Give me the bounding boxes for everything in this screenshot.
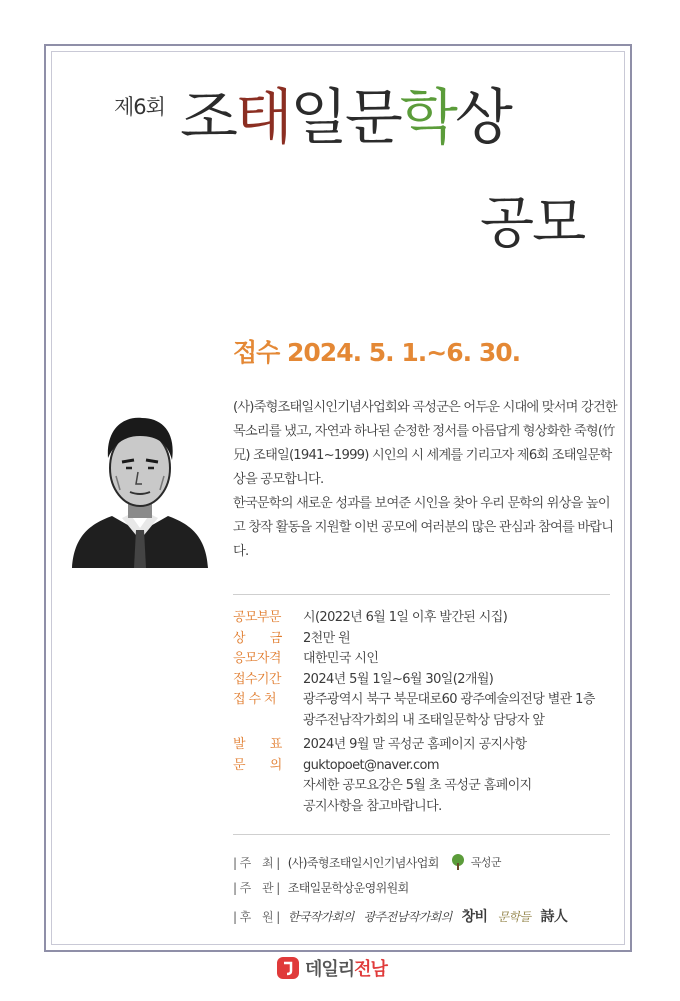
info-list [233, 608, 623, 817]
info-label: 접수기간 [233, 671, 281, 687]
organizer-org: 조태일문학상운영위원회 [287, 881, 409, 895]
host-row [233, 853, 501, 871]
sponsor-logo-1: 한국작가회의 [287, 909, 354, 924]
title-char: 상 [454, 83, 510, 153]
edition-label: 제6회 [114, 95, 165, 119]
contact-email[interactable]: guktopoet@naver.com [303, 757, 439, 773]
sponsor-logo-4: 문학들 [497, 909, 531, 924]
host-org: (사)죽형조태일시인기념사업회 [287, 855, 439, 870]
award-subtitle: 공모 [480, 191, 585, 256]
title-char: 조 [180, 83, 235, 153]
title-char: 일 [289, 83, 345, 153]
info-row [233, 670, 623, 691]
sponsor-label: | 후 원 | [233, 909, 280, 924]
title-char: 학 [399, 83, 455, 153]
info-row [233, 629, 623, 650]
intro-paragraph: 한국문학의 새로운 성과를 보여준 시인을 찾아 우리 문학의 위상을 높이고 창작 활동을 지원할 이번 공모에 여러분의 많은 관심과 참여를 바랍니다. [233, 496, 614, 559]
organizer-label: | 주 관 | [233, 881, 280, 895]
sponsor-logo-5: 詩人 [540, 909, 568, 925]
info-line: 광주전남작가회의 내 조태일문학상 담당자 앞 [303, 712, 545, 728]
info-label: 상 금 [233, 630, 282, 646]
info-label: 문 의 [233, 757, 282, 773]
info-row [233, 756, 623, 818]
info-value [303, 735, 623, 756]
info-value [303, 608, 623, 629]
sponsor-row [233, 906, 577, 926]
organizer-row [233, 879, 409, 896]
divider [233, 594, 610, 595]
submission-period: 접수 2024. 5. 1.~6. 30. [233, 338, 521, 367]
news-logo-icon [276, 956, 300, 980]
info-value [303, 690, 623, 731]
info-row [233, 608, 623, 629]
info-line: 2024년 5월 1일~6월 30일(2개월) [303, 671, 494, 687]
info-line: 자세한 공모요강은 5월 초 곡성군 홈페이지 [303, 778, 532, 793]
info-label: 접 수 처 [233, 692, 276, 707]
info-line: 시(2022년 6월 1일 이후 발간된 시집) [303, 610, 508, 625]
info-line: 공지사항을 참고바랍니다. [303, 798, 442, 814]
info-value [303, 670, 623, 691]
watermark-logo [276, 955, 387, 981]
info-value [303, 629, 623, 650]
host-label: | 주 최 | [233, 855, 280, 870]
info-row [233, 735, 623, 756]
info-row [233, 690, 623, 731]
gokseong-logo-icon [449, 853, 467, 871]
tie [134, 530, 146, 568]
watermark-text: 데일리 [305, 959, 355, 980]
intro-paragraph: (사)죽형조태일시인기념사업회와 곡성군은 어두운 시대에 맞서며 강건한 목소리를 냈고, 자연과 하나된 순정한 정서를 아름답게 형상화한 죽형(竹兄) 조태일(1941~1999) 시인의 시 세계를 기리고자 제6회 조태일문학상을 공모합니다. [233, 400, 617, 487]
title-char: 문 [344, 83, 400, 153]
info-value [303, 756, 623, 818]
host-org-2: 곡성군 [470, 856, 501, 869]
watermark-accent: 전남 [354, 959, 387, 980]
info-label: 공모부문 [233, 610, 281, 625]
info-row [233, 649, 623, 670]
sponsor-logo-2: 광주전남작가회의 [363, 909, 452, 924]
info-label: 발 표 [233, 737, 282, 752]
title-char: 태 [234, 83, 290, 153]
divider [233, 834, 610, 835]
info-line: 광주광역시 북구 북문대로60 광주예술의전당 별관 1층 [303, 692, 595, 707]
award-title [180, 83, 510, 153]
info-value [303, 649, 623, 670]
info-label: 응모자격 [233, 651, 281, 666]
intro-text [233, 396, 618, 564]
info-line: 대한민국 시인 [303, 651, 379, 666]
sponsor-logo-3: 창비 [461, 909, 488, 925]
info-line: 2천만 원 [303, 630, 351, 646]
info-line: 2024년 9월 말 곡성군 홈페이지 공지사항 [303, 737, 527, 752]
poet-portrait [70, 406, 210, 568]
